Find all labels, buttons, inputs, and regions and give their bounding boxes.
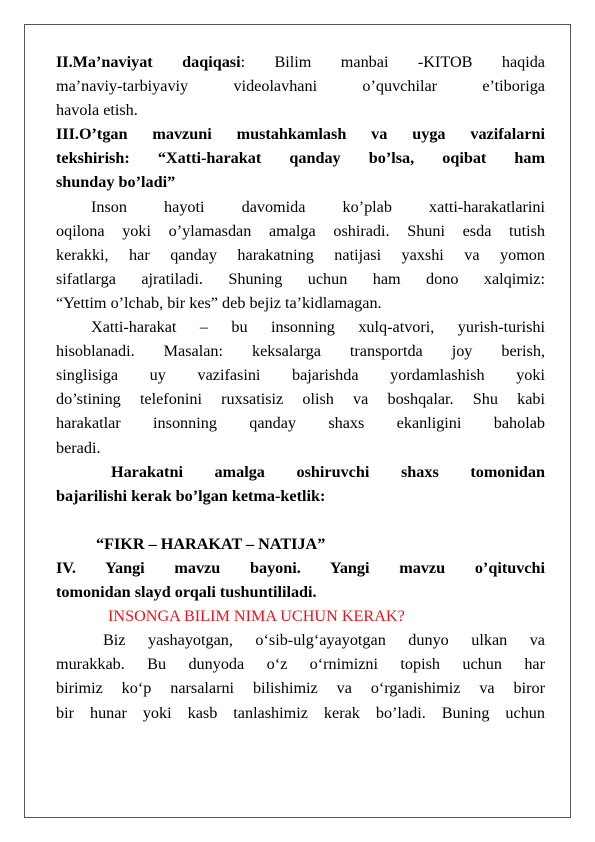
- section3-heading-line2: tekshirish: “Xatti-harakat qanday bo’lsa, oqibat ham: [56, 149, 545, 168]
- para2-line6: beradi.: [56, 438, 101, 457]
- section4-heading-line2: tomonidan slayd orqali tushuntililadi.: [56, 583, 317, 602]
- para2-line2: hisoblanadi. Masalan: keksalarga transportda joy berish,: [56, 342, 545, 361]
- section4-para-line2: murakkab. Bu dunyoda o‘z o‘rnimizni topish uchun har: [56, 655, 545, 674]
- section2-line2: ma’naviy-tarbiyaviy videolavhani o’quvchilar e’tiboriga: [56, 77, 545, 96]
- section2-line3: havola etish.: [56, 101, 138, 120]
- para1-line5: “Yettim o’lchab, bir kes” deb bejiz ta’kidlamagan.: [56, 293, 382, 312]
- para2-line5: harakatlar insonning qanday shaxs ekanligini baholab: [56, 414, 545, 433]
- formula: “FIKR – HARAKAT – NATIJA”: [96, 534, 326, 553]
- section4-heading-line1: IV. Yangi mavzu bayoni. Yangi mavzu o’qituvchi: [56, 558, 545, 577]
- bold-note-line1: Harakatni amalga oshiruvchi shaxs tomonidan: [111, 462, 545, 481]
- red-title: INSONGA BILIM NIMA UCHUN KERAK?: [108, 607, 405, 626]
- section4-para-line4: bir hunar yoki kasb tanlashimiz kerak bo’ladi. Buning uchun: [56, 703, 545, 722]
- document-body: [56, 50, 545, 725]
- section4-para-line3: birimiz ko‘p narsalarni bilishimiz va o‘rganishimiz va biror: [56, 679, 545, 698]
- section3-heading-line1: III.O’tgan mavzuni mustahkamlash va uyga vazifalarni: [56, 125, 545, 144]
- para2-line1: Xatti-harakat – bu insonning xulq-atvori, yurish-turishi: [91, 318, 545, 337]
- bold-note-line2: bajarilishi kerak bo’lgan ketma-ketlik:: [56, 486, 326, 505]
- para2-line4: do’stining telefonini ruxsatisiz olish va boshqalar. Shu kabi: [56, 390, 545, 409]
- section2-text: : Bilim manbai -KITOB haqida: [240, 53, 545, 71]
- para1-line1: Inson hayoti davomida ko’plab xatti-harakatlarini: [91, 197, 545, 216]
- para1-line4: sifatlarga ajratiladi. Shuning uchun ham dono xalqimiz:: [56, 269, 545, 288]
- para1-line2: oqilona yoki o’ylamasdan amalga oshiradi. Shuni esda tutish: [56, 221, 545, 240]
- section2-line1: [56, 50, 545, 74]
- section2-heading: II.Ma’naviyat daqiqasi: [56, 53, 241, 71]
- para1-line3: kerakki, har qanday harakatning natijasi yaxshi va yomon: [56, 245, 545, 264]
- para2-line3: singlisiga uy vazifasini bajarishda yordamlashish yoki: [56, 366, 545, 385]
- blank-line: [56, 508, 545, 532]
- section3-heading-line3: shunday bo’ladi”: [56, 173, 176, 192]
- section4-para-line1: Biz yashayotgan, o‘sib-ulg‘ayayotgan dunyo ulkan va: [103, 631, 545, 650]
